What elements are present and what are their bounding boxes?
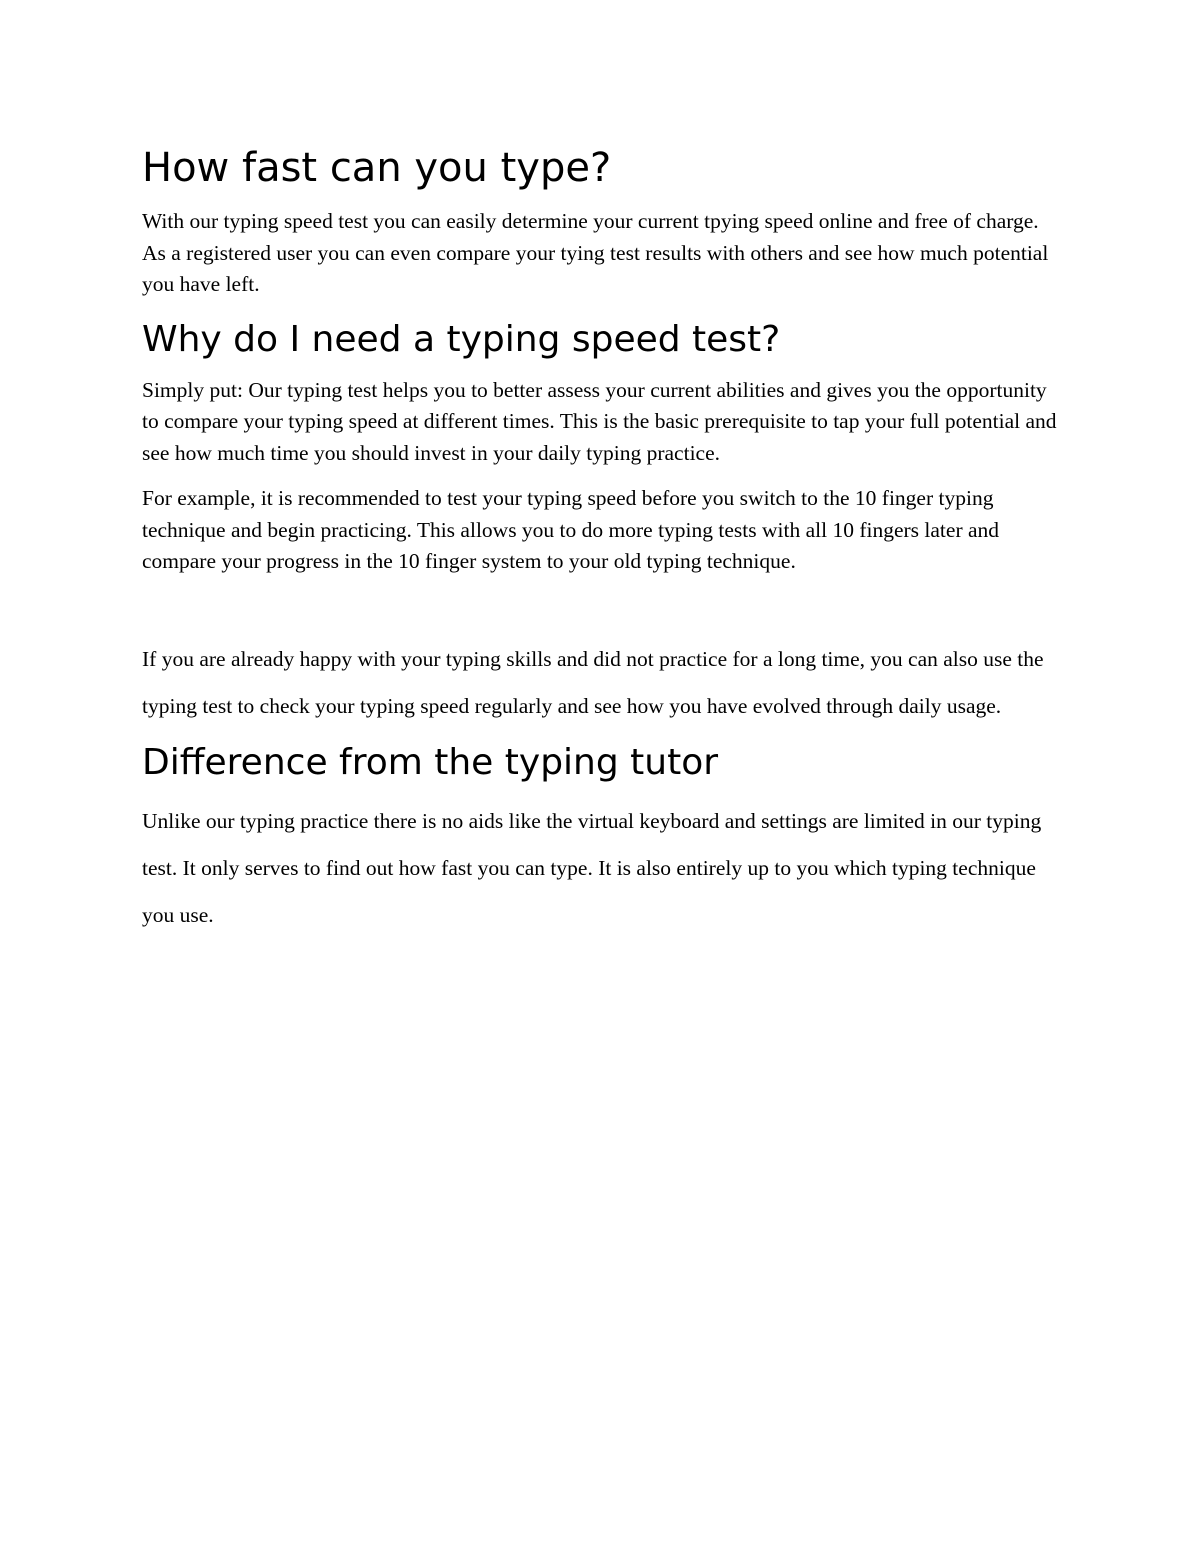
difference-paragraph-1: Unlike our typing practice there is no aids like the virtual keyboard and settings are limited in our typing test. It only serves to find out how fast you can type. It is also entirely up to you which typing technique you use. (142, 808, 1042, 927)
why-paragraph-2: For example, it is recommended to test your typing speed before you switch to the 10 finger typing technique and begin practicing. This allows you to do more typing tests with all 10 fingers later and compare your progress in the 10 finger system to your old typing technique. (142, 486, 1000, 573)
paragraph-spacer (142, 592, 1062, 636)
page-title: How fast can you type? (142, 145, 612, 191)
why-paragraph-1: Simply put: Our typing test helps you to better assess your current abilities and gives you the opportunity to compare your typing speed at different times. This is the basic prerequisite to tap your full potential and see how much time you should invest in your daily typing practice. (142, 377, 1057, 465)
section-heading-difference: Difference from the typing tutor (142, 741, 719, 783)
document-content (142, 140, 1062, 939)
intro-paragraph: With our typing speed test you can easily determine your current tpying speed online and free of charge. As a registered user you can even compare your tying test results with others and see how much potential you have left. (142, 209, 1049, 296)
section-heading-why: Why do I need a typing speed test? (142, 318, 781, 360)
why-paragraph-3: If you are already happy with your typing skills and did not practice for a long time, you can also use the typing test to check your typing speed regularly and see how you have evolved through daily usage. (142, 646, 1044, 718)
